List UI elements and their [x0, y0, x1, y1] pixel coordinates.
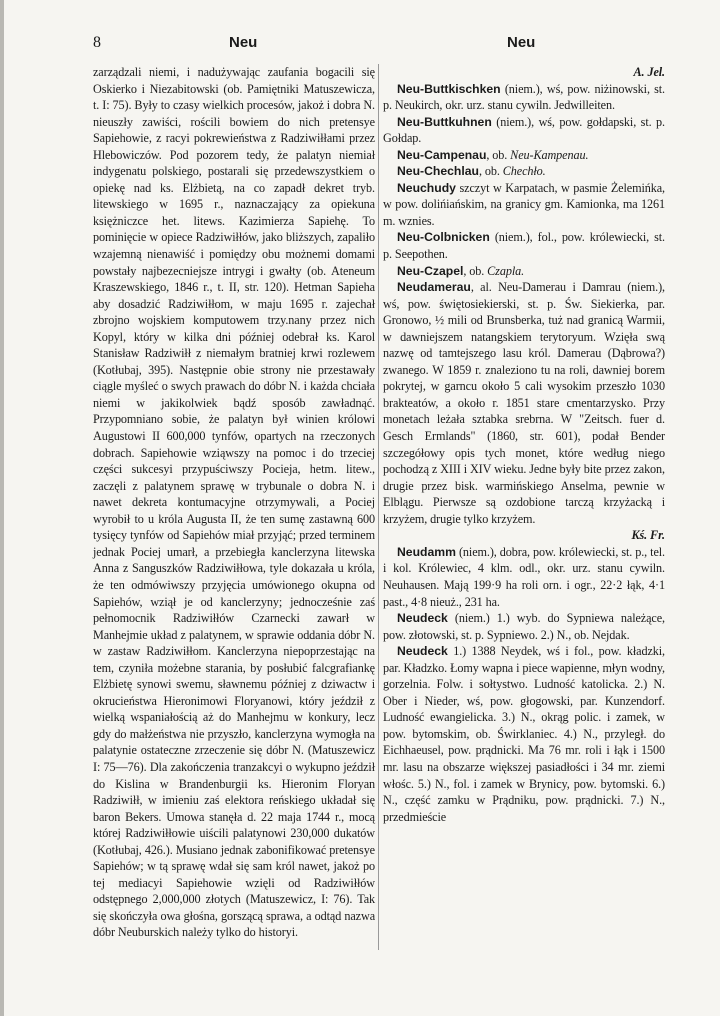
entry-text: 1.) 1388 Neydek, wś i fol., pow. kładzki, par. Kładzko. Łomy wapna i piece wapienne, młyn wodny, gorzelnia. Folw. i sołtystwo. Ludność katolicka. 2.) N. Ober i Nieder, wś, pow. głogowski, par. Kunzendorf. Ludność ewangielicka. 3.) N., okrąg polic. i zamek, w pow. bytomskim, ob. Świrklaniec. 4.) N., przyległ. do Eichhaeusel, pow. prądnicki. Ma 76 mr. roli i łąk i 1500 mr. lasu na obszarze większej pasiadłości i 34 mr. ziemi włośc. 5.) N., fol. i zamek w Brynicy, pow. bytomski. 6.) N., część zamku w Prądniku, pow. prądnicki. 7.) N., przedmieście — [383, 644, 665, 824]
gazetteer-entry — [383, 643, 665, 825]
entry-headword: Neudamerau — [397, 280, 471, 295]
entry-text: , al. Neu-Damerau i Damrau (niem.), wś, pow. świętosiekierski, st. p. Św. Siekierka, par. Gronowo, ½ mili od Brunsberka, tuż nad granicą Warmii, w dawniejszem natangskiem terytoryum. Wzięła swą nazwę od tamtejszego lasu król. Damerau (Dąbrowa?) zwanego. W 1859 r. znaleziono tu na roli, dawniej borem pokrytej, w garncu około 5 cali wysokim przeszło 1030 brakteatów, a około r. 1851 stare cmentarzysko. Przy monetach leżała sztabka srebrna. W "Zeitsch. fuer d. Gesch Ermlands" (1860, str. 601), podał Bender szczegółowy opis tych monet, które według niego pochodzą z XIII i XIV wieku. Jedne były bite przez zakon, drugie przez bisk. warmińskiego Anselma, pewnie w Elblągu. Pierwsze są ozdobione tarczą krzyżacką i krzyżem, drugie tylko krzyżem. — [383, 280, 665, 526]
running-head-right: Neu — [507, 34, 536, 51]
gazetteer-entry — [383, 81, 665, 114]
gazetteer-entry — [383, 163, 665, 180]
entry-text: (niem.), dobra, pow. królewiecki, st. p., tel. i kol. Królewiec, 4 klm. odl., okr. urz. stanu cywiln. Neuhausen. Mają 199·9 ha roli orn. i ogr., 22·2 łąk, 4·1 past., 4·8 nieuż., 231 ha. — [383, 544, 665, 609]
left-column-text: zarządzali niemi, i nadużywając zaufania bogacili się Oskierko i Niezabitowski (ob. Pamiętniki Matuszewicza, t. I: 75). Były to czasy wielkich procesów, jakoż i dobra N. nieuszły zawiści, rościli bowiem do nich pretensye Sapiehowie, z racyi pokrewieństwa z Radziwiłłami przez Hlebowiczów. Pod pozorem tedy, że palatyn niemiał indygenatu polskiego, postarali się przedewszystkiem o opiekę nad ks. Elżbietą, na co zapadł dekret tryb. litewskiego w 1695 r., naznaczający za opiekuna księżniczce het. litews. Kazimierza Sapiehę. To pominięcie w opiece Radziwiłłów, jako bliższych, zapaliło wzajemną nienawiść i pomiędzy obu możnemi domami powstały najbezecniejsze intrygi i gwałty (ob. Ateneum Kraszewskiego, 1846 r., t. II, str. 120). Hetman Sapieha aby dosadzić Radziwiłłom, w maju 1695 r. zajechał zbrojno wojskiem komputowem trzy.nany przez nich Kopyl, który w kilka dni później odebrał ks. Karol Stanisław Radziwiłł z niemałym bratniej krwi rozlewem (Kotłubaj, 395). Następnie obie strony nie przestawały ciągle myśleć o swych prawach do dóbr N. i każda chciała niemi w jakikolwiek bądź sposób zawładnąć. Przypomniano sobie, że palatyn był winien królowi Augustowi II 600,000 tynfów, opartych na rzeczonych dobrach. Sapiehowie wziąwszy na pomoc i do trzeciej części sukcesyi przypuściwszy Pocieja, hetm. litew., zaczęli z palatynem sprawę w trybunale o dobra N. i nawet dekreta kontumacyjne otrzymywali, a Pociej wyrobił to u króla Augusta II, że ten sumę zastawną 600 tysięcy tynfów od Sapiehów miał przyjąć; przed terminem jednak Pociej umarł, a przebiegła kanclerzyna litewska Anna z Sanguszków Radziwiłłowa, tyle dokazała u króla, że ten odmówiwszy przyjęcia umówionego okupna od Sapiehów, wziął je od kanclerzyny; jednocześnie zaś pełnomocnik Radziwiłłów Czarnecki zawarł w Manhejmie układ z palatynem, w sprawie oddania dóbr N. w zastaw Radziwiłłom. Kanclerzyna niepoprzestając na tem, czyniła możebne starania, by posłubić falcgrafiankę Elżbietę synowi swemu, sławnemu później z dziwactw i okrucieństwa Hieronimowi Floryanowi, który jeździł z wielką wspaniałością aż do Manhejmu w konkury, lecz gdy do małżeństwa nie przyszło, kanclerzyna wymogła na palatynie ostateczne zrzeczenie się dóbr N. (Matuszewicz I: 75—76). Dla zakończenia tranzakcyi o wykupno jeździł do Kislina w Brandenburgii ks. Hieronim Floryan Radziwiłł, w imieniu zaś elektora reńskiego układał się baron Bekers. Umowa stanęła d. 22 maja 1744 r., mocą której Radziwiłłowie uiścili palatynowi 230,000 dukatów (Kotłubaj, 426.). Musiano jednak zabonifikować pretensye Sapiehów; w tą sprawę wdał się sam król nawet, jakoż po tej mediacyi Sapiehowie wzięli od Radziwiłłów odstępnego 2,000,000 złotych (Matuszewicz, I: 76). Tak się skończyła owa głośna, gorszącą sprawa, a odtąd nazwa dóbr Neuburskich należy tylko do historyi. — [93, 65, 375, 940]
entry-text: (niem.) 1.) wyb. do Sypniewa należące, pow. złotowski, st. p. Sypniewo. 2.) N., ob. Nejdak. — [383, 611, 665, 642]
entry-text: , ob. — [486, 147, 511, 162]
entry-headword: Neudeck — [397, 644, 448, 659]
entry-text: (niem.), fol., pow. królewiecki, st. p. Seepothen. — [383, 230, 665, 262]
entry-text: szczyt w Karpatach, w pasmie Żelemińka, w pow. dolińiańskim, na granicy gm. Kamionka, ma 1261 m. wznies. — [383, 180, 665, 228]
signature: A. Jel. — [633, 65, 665, 79]
entry-headword: Neu-Buttkuhnen — [397, 114, 492, 129]
entry-headword: Neudamm — [397, 544, 456, 559]
gazetteer-entry — [383, 147, 665, 164]
entry-headword: Neu-Chechlau — [397, 164, 479, 179]
entry-cross-reference: Neu-Kampenau. — [510, 147, 589, 162]
entry-text: , ob. — [478, 164, 503, 179]
gazetteer-entry — [383, 229, 665, 262]
entry-headword: Neu-Czapel — [397, 263, 464, 278]
entry-cross-reference: Chechło. — [502, 164, 546, 179]
entry-text: (niem.), wś, pow. gołdapski, st. p. Gołdap. — [383, 114, 665, 146]
gazetteer-entry — [383, 180, 665, 230]
column-divider — [378, 64, 379, 950]
entry-headword: Neuchudy — [397, 180, 456, 195]
entry-headword: Neu-Colbnicken — [397, 230, 490, 245]
entry-headword: Neu-Campenau — [397, 147, 487, 162]
page-number: 8 — [93, 34, 101, 51]
entry-headword: Neudeck — [397, 611, 448, 626]
gazetteer-entry — [383, 544, 665, 610]
gazetteer-entry — [383, 279, 665, 527]
entry-cross-reference: Czapla. — [487, 263, 525, 278]
signature: Kś. Fr. — [631, 528, 665, 543]
entry-list — [383, 81, 665, 826]
running-head-left: Neu — [229, 34, 258, 51]
right-column — [383, 64, 665, 825]
entry-headword: Neu-Buttkischken — [397, 81, 501, 96]
gazetteer-entry — [383, 263, 665, 280]
entry-text: , ob. — [463, 263, 488, 278]
entry-text: (niem.), wś, pow. niżinowski, st. p. Neukirch, okr. urz. stanu cywiln. Jedwilleiten. — [383, 81, 665, 113]
left-column — [93, 64, 375, 941]
gazetteer-entry — [383, 114, 665, 147]
gazetteer-entry — [383, 610, 665, 643]
scan-edge-shadow — [0, 0, 4, 1016]
